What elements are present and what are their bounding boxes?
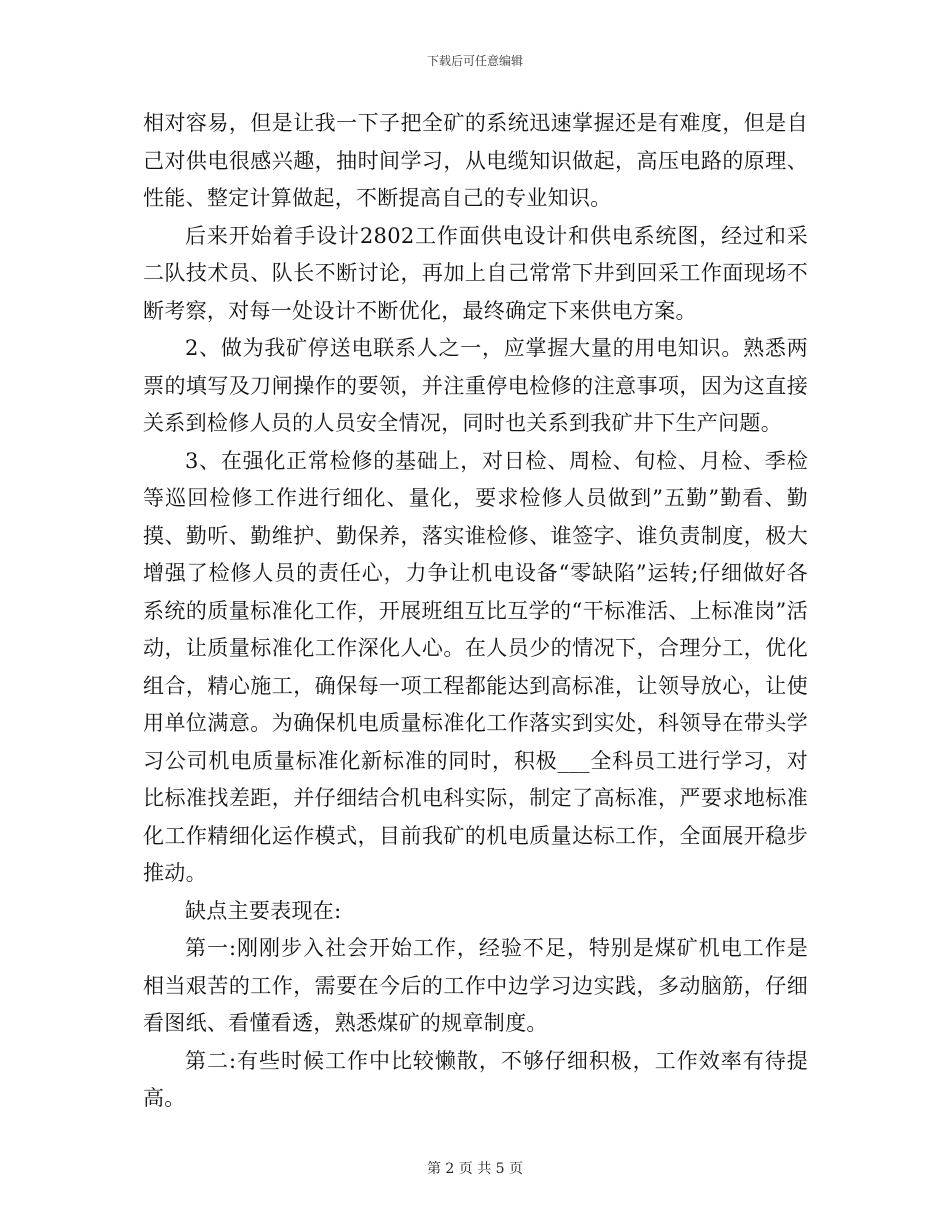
page-number: 第 2 页 共 5 页	[426, 1161, 524, 1177]
paragraph-6: 第一:刚刚步入社会开始工作，经验不足，特别是煤矿机电工作是相当艰苦的工作，需要在今后的工作中边学习边实践，多动脑筋，仔细看图纸、看懂看透，熟悉煤矿的规章制度。	[143, 936, 808, 1035]
paragraph-5: 缺点主要表现在:	[185, 898, 342, 923]
document-body	[143, 105, 808, 1118]
paragraph-4: 3、在强化正常检修的基础上，对日检、周检、旬检、月检、季检等巡回检修工作进行细化、量化，要求检修人员做到”五勤”勤看、勤摸、勤听、勤维护、勤保养，落实谁检修、谁签字、谁负责制度，极大增强了检修人员的责任心，力争让机电设备“零缺陷”运转;仔细做好各系统的质量标准化工作，开展班组互比互学的“干标准活、上标准岗”活动，让质量标准化工作深化人心。在人员少的情况下，合理分工，优化组合，精心施工，确保每一项工程都能达到高标准，让领导放心，让使用单位满意。为确保机电质量标准化工作落实到实处，科领导在带头学习公司机电质量标准化新标准的同时，积极___全科员工进行学习，对比标准找差距，并仔细结合机电科实际，制定了高标准，严要求地标准化工作精细化运作模式，目前我矿的机电质量达标工作，全面展开稳步推动。	[143, 448, 808, 885]
paragraph-2: 后来开始着手设计2802工作面供电设计和供电系统图，经过和采二队技术员、队长不断讨论，再加上自己常常下井到回采工作面现场不断考察，对每一处设计不断优化，最终确定下来供电方案。	[143, 223, 808, 323]
paragraph-1: 相对容易，但是让我一下子把全矿的系统迅速掌握还是有难度，但是自己对供电很感兴趣，抽时间学习，从电缆知识做起，高压电路的原理、性能、整定计算做起，不断提高自己的专业知识。	[143, 111, 808, 210]
page-header: 下载后可任意编辑	[426, 54, 523, 68]
paragraph-3: 2、做为我矿停送电联系人之一，应掌握大量的用电知识。熟悉两票的填写及刀闸操作的要领，并注重停电检修的注意事项，因为这直接关系到检修人员的人员安全情况，同时也关系到我矿井下生产问题。	[143, 336, 808, 435]
paragraph-7: 第二:有些时候工作中比较懒散，不够仔细积极，工作效率有待提高。	[143, 1048, 808, 1110]
